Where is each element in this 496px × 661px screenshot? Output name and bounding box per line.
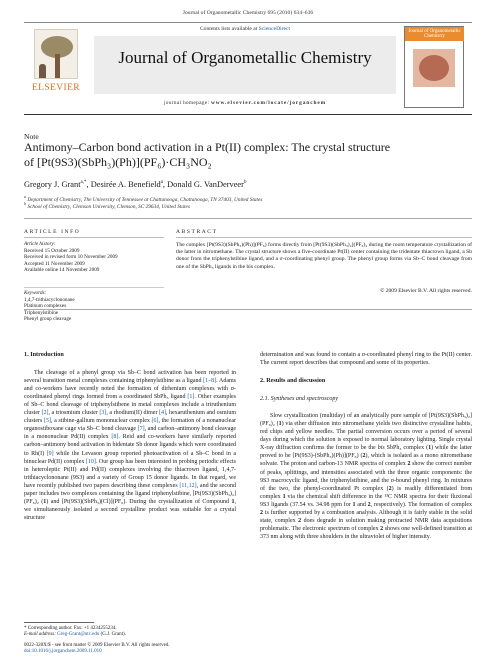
cover-artwork-shape [419,55,449,81]
italic-term: bis [377,445,385,452]
affiliation-mark: b [24,201,26,207]
syntheses-paragraph [260,412,472,541]
author-separator: , [162,180,168,189]
journal-homepage-line [94,100,396,106]
author-list [24,180,472,189]
running-head: Journal of Organometallic Chemistry 695 (2010) 634–636 [182,10,314,16]
abstract-heading: ABSTRACT [176,229,218,235]
affiliation [24,201,472,210]
introduction-heading: 1. Introduction [24,351,64,358]
affiliation [24,194,472,203]
tree-trunk-shape [55,54,60,78]
masthead-bottom-rule [24,114,472,115]
citation-link[interactable]: [1–8] [203,378,217,385]
author-name[interactable]: Gregory J. Grant [24,180,81,189]
body-text: is further supported by a combustion analysis. Although it is fairly stable in the solid state, complex [260,509,472,524]
homepage-url-link[interactable]: www.elsevier.com/locate/jorganchem [210,100,327,106]
homepage-prefix: journal homepage: [163,100,211,106]
body-text: . Other examples of Sb–C bond cleavage of triphenylstibene in metal complexes include a triruthenium cluster [24,394,236,417]
contents-availability-line [94,26,396,32]
keywords-rule [24,287,164,288]
keyword-item: Triphenylstibine [24,309,59,316]
body-text: , respectively). The formation of complex [370,501,472,508]
body-text: SbPh₃ complex ( [384,445,429,452]
abstract-rule [176,237,472,238]
body-text: ) and [Pt(9S3)(SbPh₃)(Cl)](PF₆). During the crystallization of Compound [46,498,232,505]
article-info-rule [24,237,164,238]
journal-masthead [24,22,472,114]
body-text: ) via ether diffusion into nitromethane yields two distinctive crystalline habits, red chips and yellow needles. The partial conversion occurs over a period of several days during which the solution is exposed to normal laboratory lighting. Single crystal X-ray diffraction confirms the former to be the [260,421,472,452]
body-text: , the formation of a nonanuclear organostiboxane cage via Sb–C bond cleavage [24,418,237,433]
front-matter-top-rule [24,218,472,219]
body-text: , a stibine-gallium mononuclear complex [50,418,152,425]
footnote-rule [24,622,94,623]
affiliation-text: School of Chemistry, Clemson University, Clemson, SC 29634, United States [27,204,190,210]
keyword-item: Platinum complexes [24,303,67,310]
citation-link[interactable]: [9] [46,450,54,457]
body-text: ) while the latter proved to be [Pt(9S3)-(SbPh₃)(Ph)](PF₆) ( [260,445,472,460]
author-affiliation-mark[interactable]: a,* [80,180,87,186]
body-text: while the Levason group reported photoactivation of a Sb–C bond in a binuclear Pd(II) complex [24,450,236,465]
affiliation-mark: a [24,194,26,200]
compound-number: 2 [367,501,371,508]
elsevier-logo[interactable] [24,27,88,107]
footnote-email-line [24,632,236,638]
author-affiliation-mark[interactable]: a [160,180,163,186]
body-text: The cleavage of a phenyl group via Sb–C bond activation has been reported in several transition metal complexes containing triphenylstibine as a ligand [24,370,236,385]
author-separator: , [86,180,91,189]
body-text: Slow crystallization (multiday) of an analytically pure sample of [Pt(9S3)(SbPh₃)₂](PF₆)₂ ( [260,413,472,428]
email-label: E-mail address: [24,632,58,638]
compound-number: 2 [260,509,263,516]
body-text: does degrade in solution making protracted NMR data acquisitions problematic. The electronic spectrum of complex [260,517,472,532]
article-info-heading: ARTICLE INFO [24,229,81,235]
compound-number: 2 [362,453,366,460]
compound-number: 1 [43,498,47,505]
compound-number: 1 [231,498,235,505]
introduction-paragraph [24,369,236,522]
abstract-text: The complex [Pt(9S3)(SbPh₃)(Ph)](PF₆) forms directly from [Pt(9S3)(SbPh₃)₂](PF₆)₂ during the room temperature crystallization of the latter in nitromethane. The crystal structure shows a five-coordinate Pt(II) center containing the tridentate thiacrown ligand, a Sb donor from the triphenylstibine ligand, and a σ-coordinating phenyl group. The phenyl group forms via Sb–C bond cleavage from one of the SbPh₃ ligands in the bis complex. [176,242,473,270]
citation-link[interactable]: [10] [85,458,96,465]
abstract-copyright: © 2009 Elsevier B.V. All rights reserved. [380,288,472,294]
body-text: , and the second paper includes two complexes containing the ligand triphenylstibine, [Pt(9S3)(SbPh₃)₂](PF₆)₂ ( [24,482,237,505]
article-history [24,241,164,274]
body-text: via the chemical shift difference in the ¹³C NMR spectra for their fluxional 9S3 ligands (37.54 vs. 34.98 ppm for [260,493,472,508]
footnote-text: Corresponding author. Fax: +1 4234255234. [26,626,117,631]
article-title-line-2: of [Pt(9S3)(SbPh₃)(Ph)](PF₆)·CH₃NO₂ [24,155,212,169]
body-text: , hexaruthenium and osmium clusters [24,410,236,425]
citation-link[interactable]: [11,12] [179,482,197,489]
compound-number: 2 [380,525,384,532]
cover-title-band [405,27,464,41]
article-title-line-1: Antimony–Carbon bond activation in a Pt(II) complex: The crystal structure [24,140,391,154]
body-text: ), which is isolated as a mono nitromethane solvate. The proton and carbon-13 NMR spectra of complex [260,453,472,468]
citation-link[interactable]: [7] [137,426,145,433]
body-text: , a triosmium cluster [48,410,100,417]
keyword-item: 1,4,7-trithiacyclononane [24,296,75,303]
history-item: Received 15 October 2009 [24,247,80,254]
doi-link[interactable]: doi:10.1016/j.jorganchem.2009.11.010 [24,649,102,655]
citation-link[interactable]: [2] [41,410,49,417]
body-text: . Reid and co-workers have similarly reported carbon–antimony bond activation in bidentate Sb donor ligands which were coordinated to Rh(I) [24,434,237,457]
body-text: ) is readily differentiated from complex [260,485,472,500]
keyword-item: Phenyl group cleavage [24,316,72,323]
body-text: shows one well-defined transition at 373 nm along with three shoulders in the ultraviolet of higher intensity. [260,525,472,540]
body-text: , a rhodium(II) dimer [106,410,159,417]
history-item: Accepted 11 November 2009 [24,260,85,267]
article-history-label: Article history: [24,241,56,247]
body-text: . Our group has been interested in probing periodic effects in heteroleptic Pt(II) and Pd(II) complexes involving the thiacrown ligand, 1,4,7-trithiacyclononane (9S3) and a variety of Group 15 donor ligands. In that regard, we have recently published two papers describing these complexes [24,458,236,489]
sciencedirect-link[interactable]: ScienceDirect [258,26,291,32]
masthead-top-rule [24,22,472,23]
article-title [24,140,472,170]
affiliation-text: Department of Chemistry, The University of Tennessee at Chattanooga, Chattanooga, TN 37403, United States [27,197,263,203]
body-column-right [260,351,472,541]
body-column-left [24,351,236,522]
citation-link[interactable]: [4] [158,410,166,417]
citation-link[interactable]: [8] [111,434,119,441]
citation-link[interactable]: [5] [43,418,51,425]
body-paragraph: determination and was found to contain a σ-coordinated phenyl ring to the Pt(II) center. The current report describes that compound and some of its properties. [260,352,472,367]
front-matter-bottom-rule [24,309,472,310]
email-suffix: (G.J. Grant). [99,632,126,638]
citation-link[interactable]: [3] [99,410,107,417]
email-link[interactable]: Greg-Grant@utc.edu [57,632,100,638]
author-affiliation-mark[interactable]: b [243,180,247,186]
results-heading: 2. Results and discussion [260,377,326,385]
body-text: . Adams and co-workers have recently noted the formation of dirhenium complexes with σ-coordinated phenyl rings formed from a coordinated SbPh₃ ligand [24,378,236,401]
body-text: show the correct number of peaks, splittings, and intensities associated with the three organic components: the 9S3 macrocyclic ligand, the triphenylstibine, and the σ-bound phenyl ring. In mixtures of the two, the phenyl-coordinated Pt complex ( [260,461,472,492]
syntheses-subheading: 2.1. Syntheses and spectroscopy [260,396,339,403]
compound-number: 2 [388,485,392,492]
contents-prefix: Contents lists available at [199,26,259,32]
article-section-label: Note [24,132,39,141]
citation-link[interactable]: [6] [151,418,159,425]
body-text: , we simultaneously isolated a second crystalline product was suitable for a crystal structure [24,498,236,521]
body-text: , and carbon–antimony bond cleavage in a mononuclear Pd(II) complex [24,426,236,441]
journal-cover-thumbnail[interactable] [404,26,464,108]
compound-number: 1 [352,501,356,508]
author-name[interactable]: Donald G. VanDerveer [167,180,244,189]
cover-title: Journal of Organometallic Chemistry [408,29,461,39]
publisher-wordmark: ELSEVIER [31,83,81,93]
issn-line: 0022-328X/$ - see front matter © 2009 Elsevier B.V. All rights reserved. [24,643,170,648]
footnote-marker: * [24,626,27,631]
citation-link[interactable]: [1] [187,394,195,401]
history-item: Available online 14 November 2009 [24,267,100,274]
compound-number: 2 [298,517,302,524]
cover-artwork [413,49,455,87]
tree-figure-shape [39,64,46,78]
keywords-label: Keywords: [24,290,47,296]
publication-meta [24,643,284,656]
keywords-block [24,290,164,323]
journal-title[interactable]: Journal of Organometallic Chemistry [118,48,372,67]
author-name[interactable]: Desirée A. Benefield [90,180,161,189]
compound-number: 1 [428,445,432,452]
compound-number: 1 [282,493,286,500]
compound-number: 1 [278,421,282,428]
compound-number: 2 [407,461,411,468]
elsevier-tree-icon [34,29,78,79]
corresponding-author-footnote [24,626,236,639]
history-item: Received in revised form 10 November 2009 [24,254,118,261]
body-text: and [355,501,368,508]
